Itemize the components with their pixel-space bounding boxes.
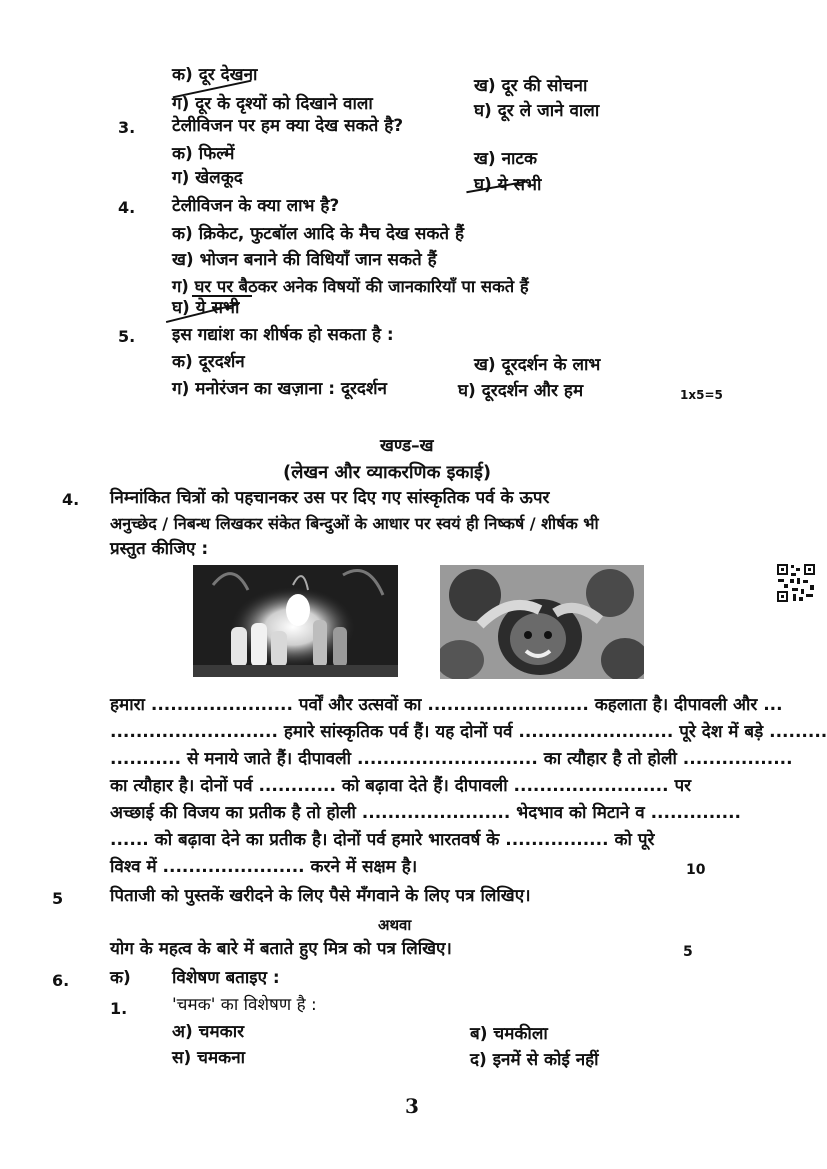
fill-marks: 10 [686,862,706,878]
fill-blank-line: ...... को बढ़ावा देने का प्रतीक है। दोनों पर्व हमारे भारतवर्ष के ................ को पूरे [110,830,655,850]
q5-option-kha: ख) दूरदर्शन के लाभ [474,355,601,375]
grammar-question-text: विशेषण बताइए : [172,968,280,988]
q4-option-kha: ख) भोजन बनाने की विधियाँ जान सकते हैं [172,250,437,270]
fill-blank-line: .......................... हमारे सांस्कृतिक पर्व हैं। यह दोनों पर्व ........................ पूरे देश में बड़े ......... [110,722,827,742]
option-b: ब) चमकीला [470,1024,548,1044]
letter-question-text: पिताजी को पुस्तकें खरीदने के लिए पैसे मँगवाने के लिए पत्र लिखिए। [110,886,531,906]
q5-option-gha: घ) दूरदर्शन और हम [458,381,584,401]
q3-option-ga: ग) खेलकूद [172,168,243,188]
essay-question-line: निम्नांकित चित्रों को पहचानकर उस पर दिए गए सांस्कृतिक पर्व के ऊपर [110,488,550,508]
q3-option-kha: ख) नाटक [474,149,538,169]
option-a: अ) चमकार [172,1022,245,1042]
q2-option-ka: क) दूर देखना [172,65,258,85]
holi-image [440,565,644,679]
qr-code [776,563,816,603]
grammar-part-label: क) [110,968,131,988]
or-label: अथवा [378,916,412,934]
q5-number: 5. [118,327,136,346]
option-s: स) चमकना [172,1048,246,1068]
fill-blank-line: का त्यौहार है। दोनों पर्व ............ को बढ़ावा देते हैं। दीपावली ........................ पर [110,776,692,796]
sub-question-text: 'चमक' का विशेषण है : [172,995,317,1015]
letter-marks: 5 [683,944,693,960]
q5-text: इस गद्यांश का शीर्षक हो सकता है : [172,325,394,345]
q3-number: 3. [118,118,136,137]
essay-question-number: 4. [62,490,80,509]
q5-option-ga: ग) मनोरंजन का खज़ाना : दूरदर्शन [172,379,387,399]
fill-blank-line: अच्छाई की विजय का प्रतीक है तो होली ....................... भेदभाव को मिटाने व .............. [110,803,742,823]
fill-blank-line: हमारा ...................... पर्वों और उत्सवों का ......................... कहलाता है। दीपावली और ... [110,695,783,715]
q3-option-ka: क) फिल्में [172,144,235,164]
underline-mark [192,295,252,297]
q2-option-ga: ग) दूर के दृश्यों को दिखाने वाला [172,94,373,114]
fill-blank-line: विश्व में ...................... करने में सक्षम है। [110,857,418,877]
section-title: खण्ड–ख [380,436,434,456]
q3-text: टेलीविजन पर हम क्या देख सकते है? [172,116,404,136]
q4-option-ga: ग) घर पर बैठकर अनेक विषयों की जानकारियाँ पा सकते हैं [172,277,529,296]
q5-marks: 1x5=5 [680,388,723,402]
sub-question-number: 1. [110,999,128,1018]
q2-option-kha: ख) दूर की सोचना [474,76,588,96]
section-subtitle: (लेखन और व्याकरणिक इकाई) [283,462,492,483]
q4-number: 4. [118,198,136,217]
essay-question-line: अनुच्छेद / निबन्ध लिखकर संकेत बिन्दुओं के आधार पर स्वयं ही निष्कर्ष / शीर्षक भी [110,514,599,533]
letter-question-number: 5 [52,889,64,908]
q4-text: टेलीविजन के क्या लाभ है? [172,196,340,216]
q4-option-gha: घ) ये सभी [172,298,240,318]
q2-option-gha: घ) दूर ले जाने वाला [474,101,600,121]
q4-option-ka: क) क्रिकेट, फुटबॉल आदि के मैच देख सकते हैं [172,224,465,244]
q5-option-ka: क) दूरदर्शन [172,352,245,372]
q3-option-gha: घ) ये सभी [474,175,542,195]
grammar-question-number: 6. [52,971,70,990]
option-d: द) इनमें से कोई नहीं [470,1050,599,1070]
essay-question-line: प्रस्तुत कीजिए : [110,539,209,559]
diwali-image [193,565,398,677]
page-number: 3 [405,1094,419,1118]
fill-blank-line: ........... से मनाये जाते हैं। दीपावली ............................ का त्यौहार है तो होली ................. [110,749,793,769]
letter-question-alt: योग के महत्व के बारे में बताते हुए मित्र को पत्र लिखिए। [110,939,452,959]
